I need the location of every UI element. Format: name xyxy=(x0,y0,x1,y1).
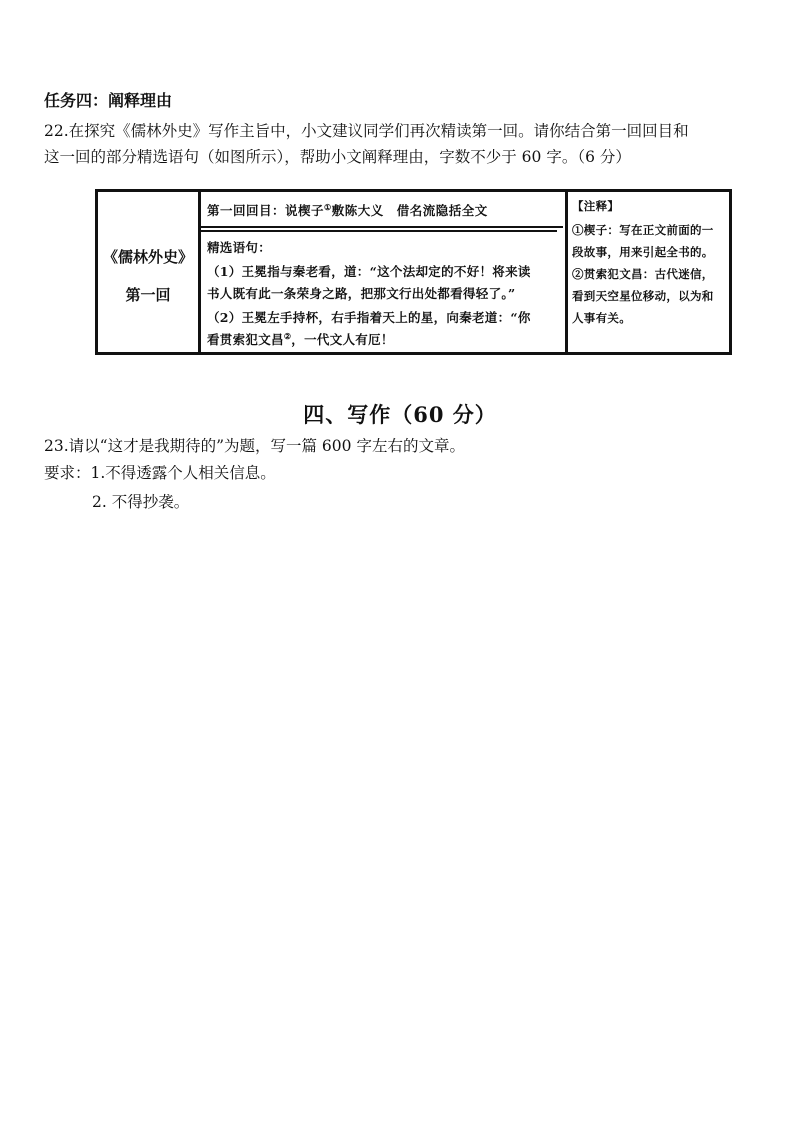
note-1-line-2: 段故事，用来引起全书的。 xyxy=(572,245,714,259)
chapter-heading-suffix: 敷陈大义 借名流隐括全文 xyxy=(331,203,488,218)
table-notes-column xyxy=(565,192,732,352)
excerpt-1-line-2: 书人既有此一条荣身之路，把那文行出处都看得轻了。” xyxy=(207,286,516,301)
chapter-heading-prefix: 第一回回目：说楔子 xyxy=(207,203,325,218)
task-heading: 任务四：阐释理由 xyxy=(44,91,173,110)
question-23: 23.请以“这才是我期待的”为题，写一篇 600 字左右的文章。 xyxy=(44,437,465,455)
excerpt-1-line-1: （1）王冕指与秦老看，道：“这个法却定的不好！将来读 xyxy=(207,264,531,279)
excerpt-2-line-2-prefix: 看贯索犯文昌 xyxy=(207,332,284,347)
table-middle-column xyxy=(201,192,563,352)
excerpt-2-line-2 xyxy=(207,330,394,348)
requirement-1: 要求：1.不得透露个人相关信息。 xyxy=(44,464,276,482)
question-22 xyxy=(44,118,764,170)
excerpt-cell xyxy=(201,230,557,347)
excerpt-2-line-1: （2）王冕左手持杯，右手指着天上的星，向秦老道：“你 xyxy=(207,310,531,325)
chapter-label: 第一回 xyxy=(125,286,171,304)
reading-table xyxy=(95,189,732,355)
book-title: 《儒林外史》 xyxy=(102,248,193,266)
notes-label: 【注释】 xyxy=(572,199,620,213)
chapter-heading xyxy=(207,201,488,219)
note-2-line-2: 看到天空星位移动，以为和 xyxy=(572,289,714,303)
section-title: 四、写作（60 分） xyxy=(303,402,497,427)
question-22-line-2: 这一回的部分精选语句（如图所示），帮助小文阐释理由，字数不少于 60 字。（6 分） xyxy=(44,148,631,166)
note-mark-2: ② xyxy=(283,330,292,341)
note-2-line-3: 人事有关。 xyxy=(572,311,631,325)
note-2-line-1: ②贯索犯文昌：古代迷信， xyxy=(572,267,714,281)
note-mark-1: ① xyxy=(324,201,332,212)
question-22-line-1: 22.在探究《儒林外史》写作主旨中，小文建议同学们再次精读第一回。请你结合第一回回目和 xyxy=(44,122,689,140)
excerpt-label: 精选语句： xyxy=(207,240,272,255)
requirement-2: 2. 不得抄袭。 xyxy=(92,493,190,511)
excerpt-2-line-2-suffix: ，一代文人有厄！ xyxy=(291,332,394,347)
note-1-line-1: ①楔子：写在正文前面的一 xyxy=(572,223,714,237)
chapter-heading-cell xyxy=(201,192,563,228)
table-left-column xyxy=(98,192,201,352)
